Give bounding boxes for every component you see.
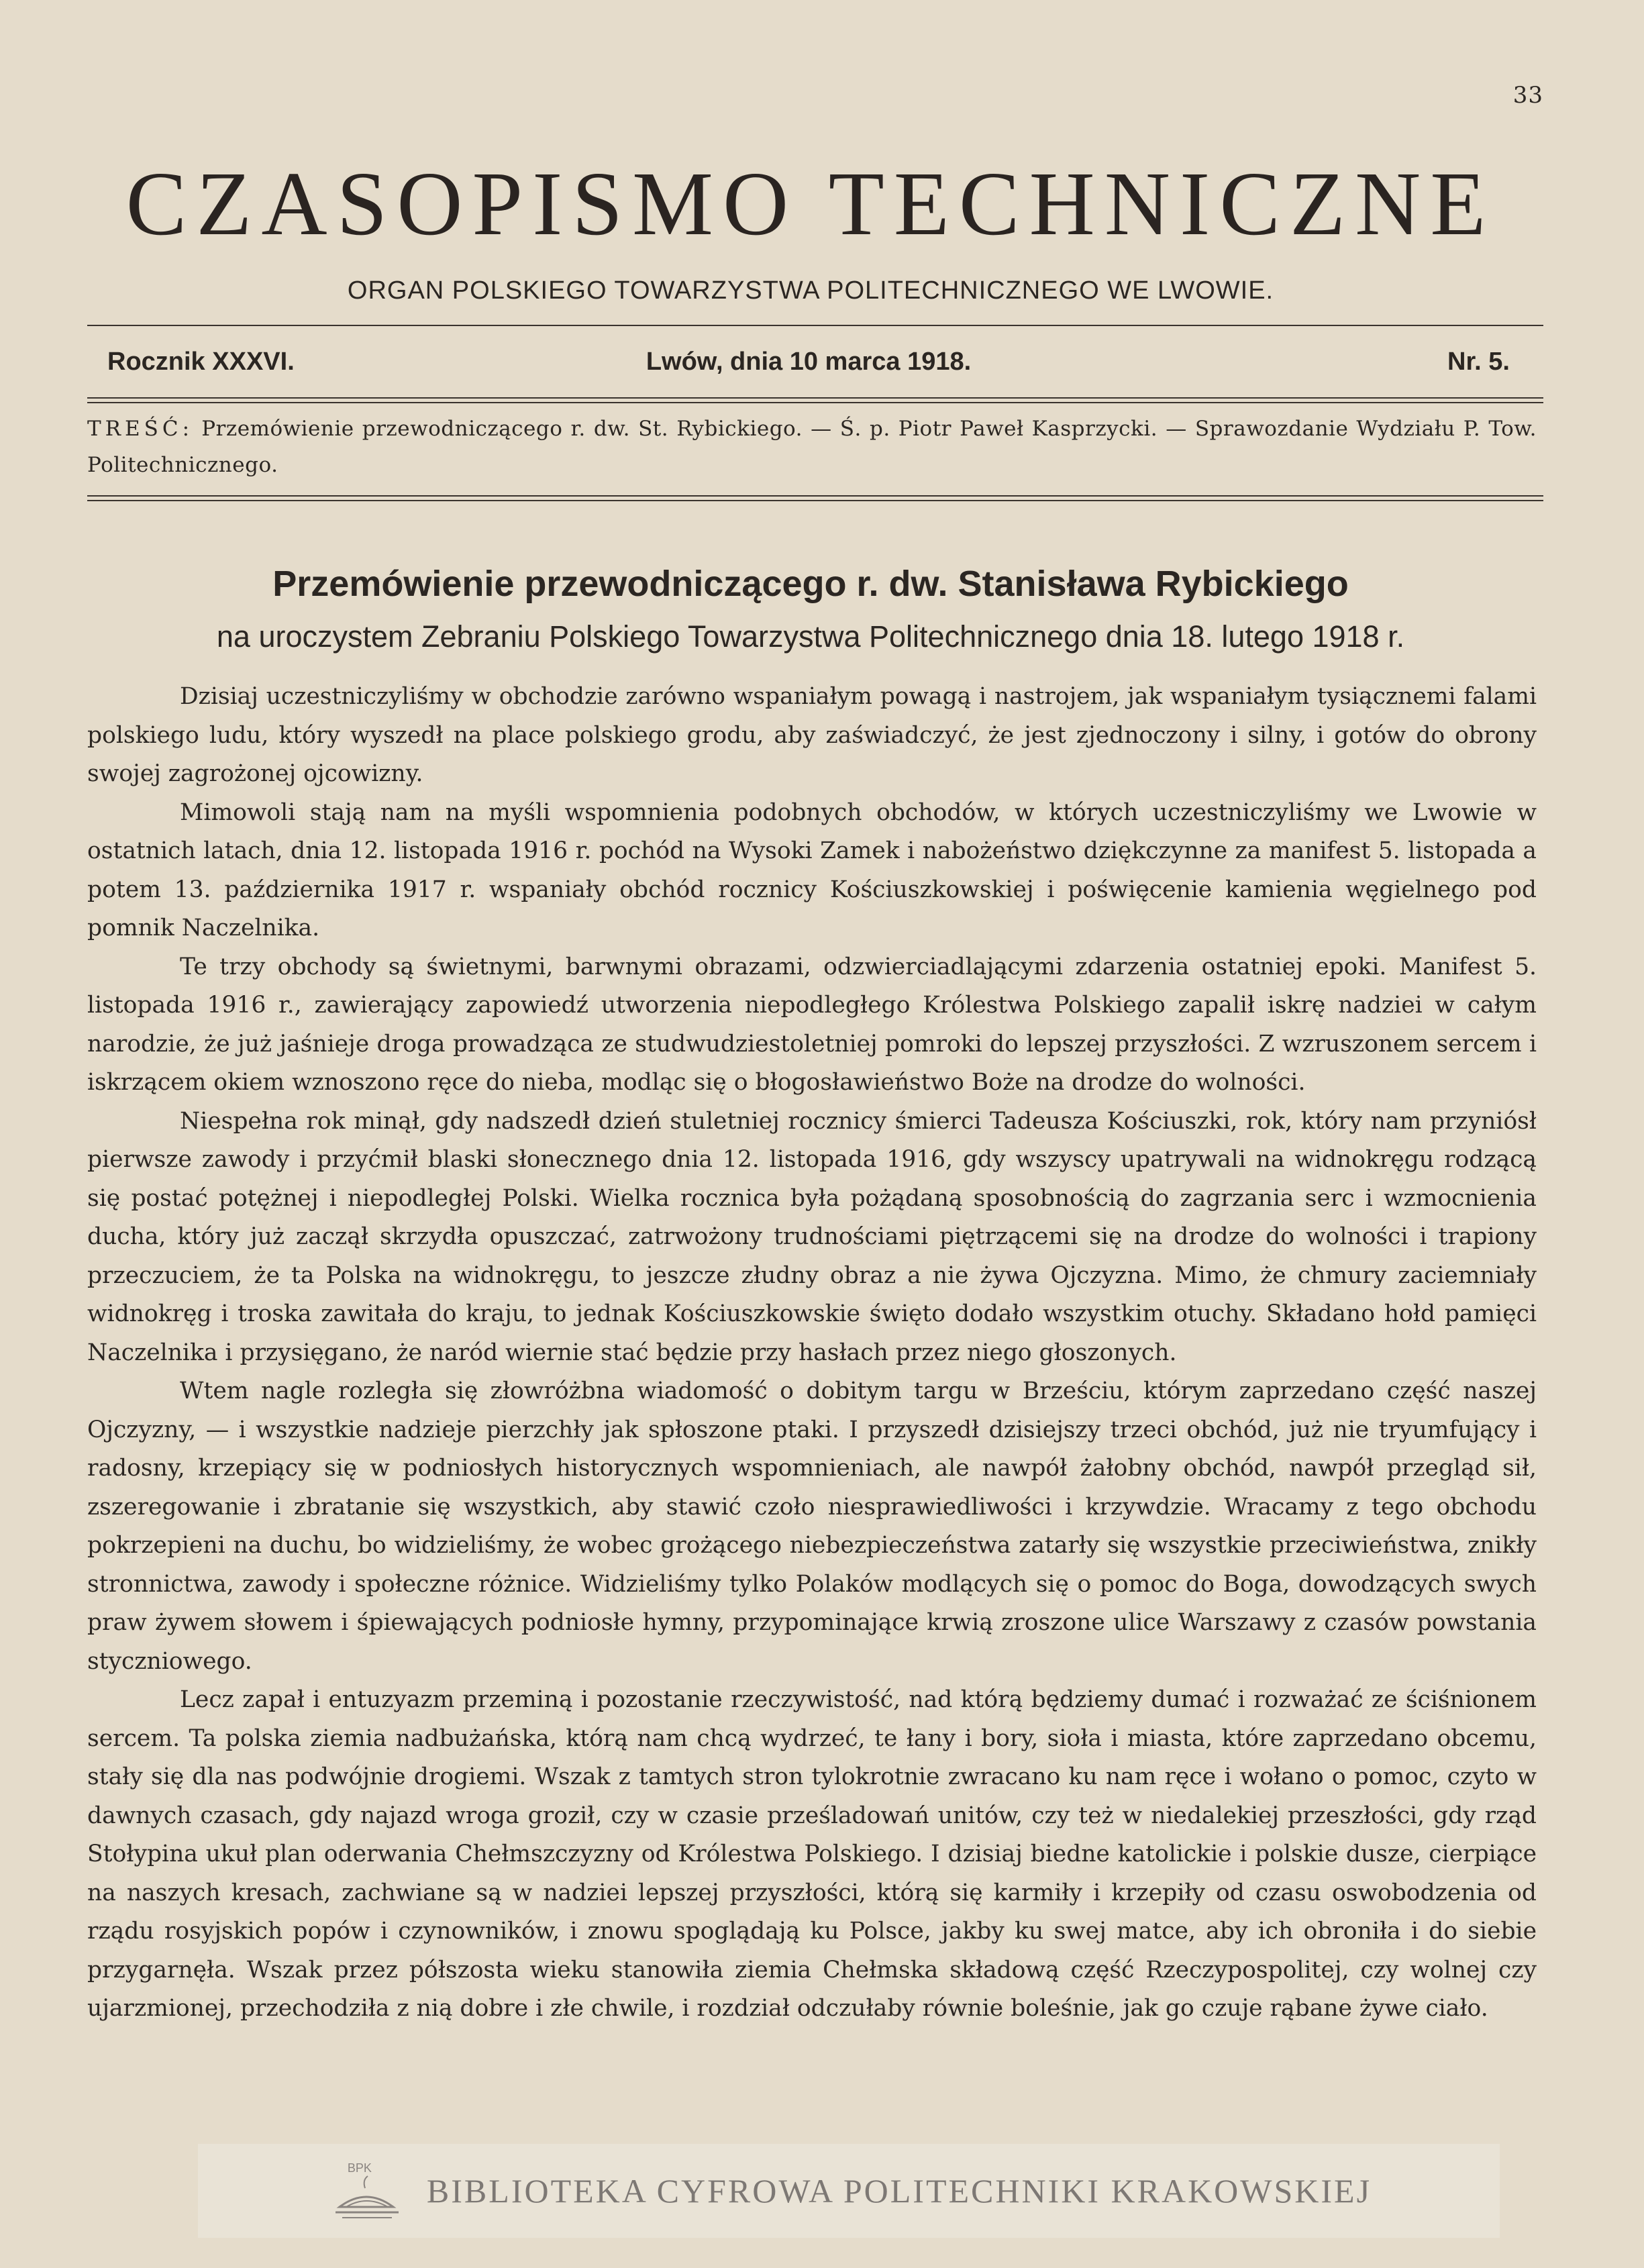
article-paragraph: Mimowoli stają nam na myśli wspomnienia podobnych obchodów, w których uczestniczyliśmy we Lwowie w ostatnich latach, dnia 12. listopada 1916 r. pochód na Wysoki Zamek i nabożeństwo dziękczynne za manifest 5. listopada a potem 13. października 1917 r. wspaniały obchód rocznicy Kościuszkowskiej i poświęcenie kamienia węgielnego pod pomnik Naczelnika. (87, 798, 1537, 941)
article-paragraph: Wtem nagle rozległa się złowróżbna wiadomość o dobitym targu w Brześciu, którym zaprzedano część naszej Ojczyzny, — i wszystkie nadzieje pierzchły jak spłoszone ptaki. I przyszedł dzisiejszy trzeci obchód, już nie tryumfujący i radosny, krzepiący się w podniosłych historycznych wspomnieniach, ale nawpół żałobny obchód, nawpół przegląd sił, zszeregowanie i zbratanie się wszystkich, aby stawić czoło niesprawiedliwości i krzywdzie. Wracamy z tego obchodu pokrzepieni na duchu, bo widzieliśmy, że wobec grożącego niebezpieczeństwa zatarły się wszystkie przeciwieństwa, znikły stronnictwa, zawody i społeczne różnice. Widzieliśmy tylko Polaków modlących się o pomoc do Boga, dowodzących swych praw żywem słowem i śpiewających podniosłe hymny, przypominające krwią zroszone ulice Warszawy z czasów powstania styczniowego. (87, 1378, 1537, 1675)
divider-rule (87, 402, 1543, 403)
article-body (87, 678, 1537, 2028)
library-name: BIBLIOTEKA CYFROWA POLITECHNIKI KRAKOWSKIEJ (426, 2172, 1372, 2210)
contents-label: TREŚĆ: (87, 417, 194, 441)
divider-rule (87, 495, 1543, 497)
journal-subtitle: ORGAN POLSKIEGO TOWARZYSTWA POLITECHNICZNEGO WE LWOWIE. (347, 276, 1274, 305)
article-paragraph: Dzisiaj uczestniczyliśmy w obchodzie zarówno wspaniałym powagą i nastrojem, jak wspaniałym tysiącznemi falami polskiego ludu, który wyszedł na place polskiego grodu, aby zaświadczyć, że jest zjednoczony i silny, i gotów do obrony swojej zagrożonej ojcowizny. (87, 683, 1537, 787)
journal-title: CZASOPISMO TECHNICZNE (125, 154, 1496, 254)
table-of-contents (87, 411, 1537, 483)
article-subtitle: na uroczystem Zebraniu Polskiego Towarzystwa Politechnicznego dnia 18. lutego 1918 r. (216, 619, 1405, 654)
article-paragraph: Lecz zapał i entuzyazm przeminą i pozostanie rzeczywistość, nad którą będziemy dumać i rozważać ze ściśnionem sercem. Ta polska ziemia nadbużańska, którą nam chcą wydrzeć, te łany i bory, sioła i miasta, które zaprzedano obcemu, stały się dla nas podwójnie drogiemi. Wszak z tamtych stron tylokrotnie zwracano ku nam ręce i wołano o pomoc, czyto w dawnych czasach, gdy najazd wroga groził, czy w czasie prześladowań unitów, czy też w niedalekiej przeszłości, gdy rząd Stołypina ukuł plan oderwania Chełmszczyzny od Królestwa Polskiego. I dzisiaj biedne katolickie i polskie dusze, cierpiące na naszych kresach, zachwiane są w nadziei lepszej przyszłości, którą się karmiły i krzepiły od czasu oswobodzenia od rządu rosyjskich popów i czynowników, i znowu spoglądają ku Polsce, jakby ku swej matce, aby ich obroniła i do siebie przygarnęła. Wszak przez półszosta wieku stanowiła ziemia Chełmska składową część Rzeczypospolitej, czy wolnej czy ujarzmionej, przechodziła z nią dobre i złe chwile, i rozdział odczułaby równie boleśnie, jak go czuje rąbane żywe ciało. (87, 1686, 1537, 2022)
library-footer-banner (198, 2144, 1500, 2238)
divider-rule (87, 397, 1543, 399)
divider-rule (87, 500, 1543, 501)
page-number: 33 (1512, 82, 1543, 109)
issue-volume: Rocznik XXXVI. (107, 348, 295, 376)
article-paragraph: Niespełna rok minął, gdy nadszedł dzień stuletniej rocznicy śmierci Tadeusza Kościuszki, rok, który nam przyniósł pierwsze zawody i przyćmił blaski słonecznego dnia 12. listopada 1916, gdy wszyscy upatrywali na widnokręgu rodzącą się postać potężnej i niepodległej Polski. Wielka rocznica była pożądaną sposobnością do zagrzania serc i wzmocnienia ducha, który już zaczął skrzydła opuszczać, zatrwożony trudnościami piętrzącemi się na drodze do wolności i trapiony przeczuciem, że ta Polska na widnokręgu, to jeszcze złudny obraz a nie żywa Ojczyzna. Mimo, że chmury zaciemniały widnokręg i troska zawitała do kraju, to jednak Kościuszkowskie święto dodało wszystkim otuchy. Składano hołd pamięci Naczelnika i przysięgano, że naród wiernie stać będzie przy hasłach przez niego głoszonych. (87, 1107, 1537, 1366)
divider-rule (87, 325, 1543, 326)
article-title: Przemówienie przewodniczącego r. dw. Stanisława Rybickiego (272, 564, 1349, 604)
contents-text: Przemówienie przewodniczącego r. dw. St. Rybickiego. — Ś. p. Piotr Paweł Kasprzycki. — Sprawozdanie Wydziału P. Tow. Politechnicznego. (87, 417, 1537, 477)
library-lamp-logo-icon (326, 2160, 408, 2222)
article-paragraph: Te trzy obchody są świetnymi, barwnymi obrazami, odzwierciadlającymi zdarzenia ostatniej epoki. Manifest 5. listopada 1916 r., zawierający zapowiedź utworzenia niepodległego Królestwa Polskiego zapalił iskrę nadziei w całym narodzie, że już jaśnieje droga prowadząca ze studwudziestoletniej pomroki do lepszej przyszłości. Z wzruszonem sercem i iskrzącem okiem wznoszono ręce do nieba, modląc się o błogosławieństwo Boże na drodze do wolności. (87, 953, 1537, 1096)
issue-date: Lwów, dnia 10 marca 1918. (646, 348, 972, 376)
issue-number: Nr. 5. (1447, 348, 1510, 376)
logo-label: BPK (347, 2161, 372, 2175)
issue-info-row (107, 348, 1510, 376)
